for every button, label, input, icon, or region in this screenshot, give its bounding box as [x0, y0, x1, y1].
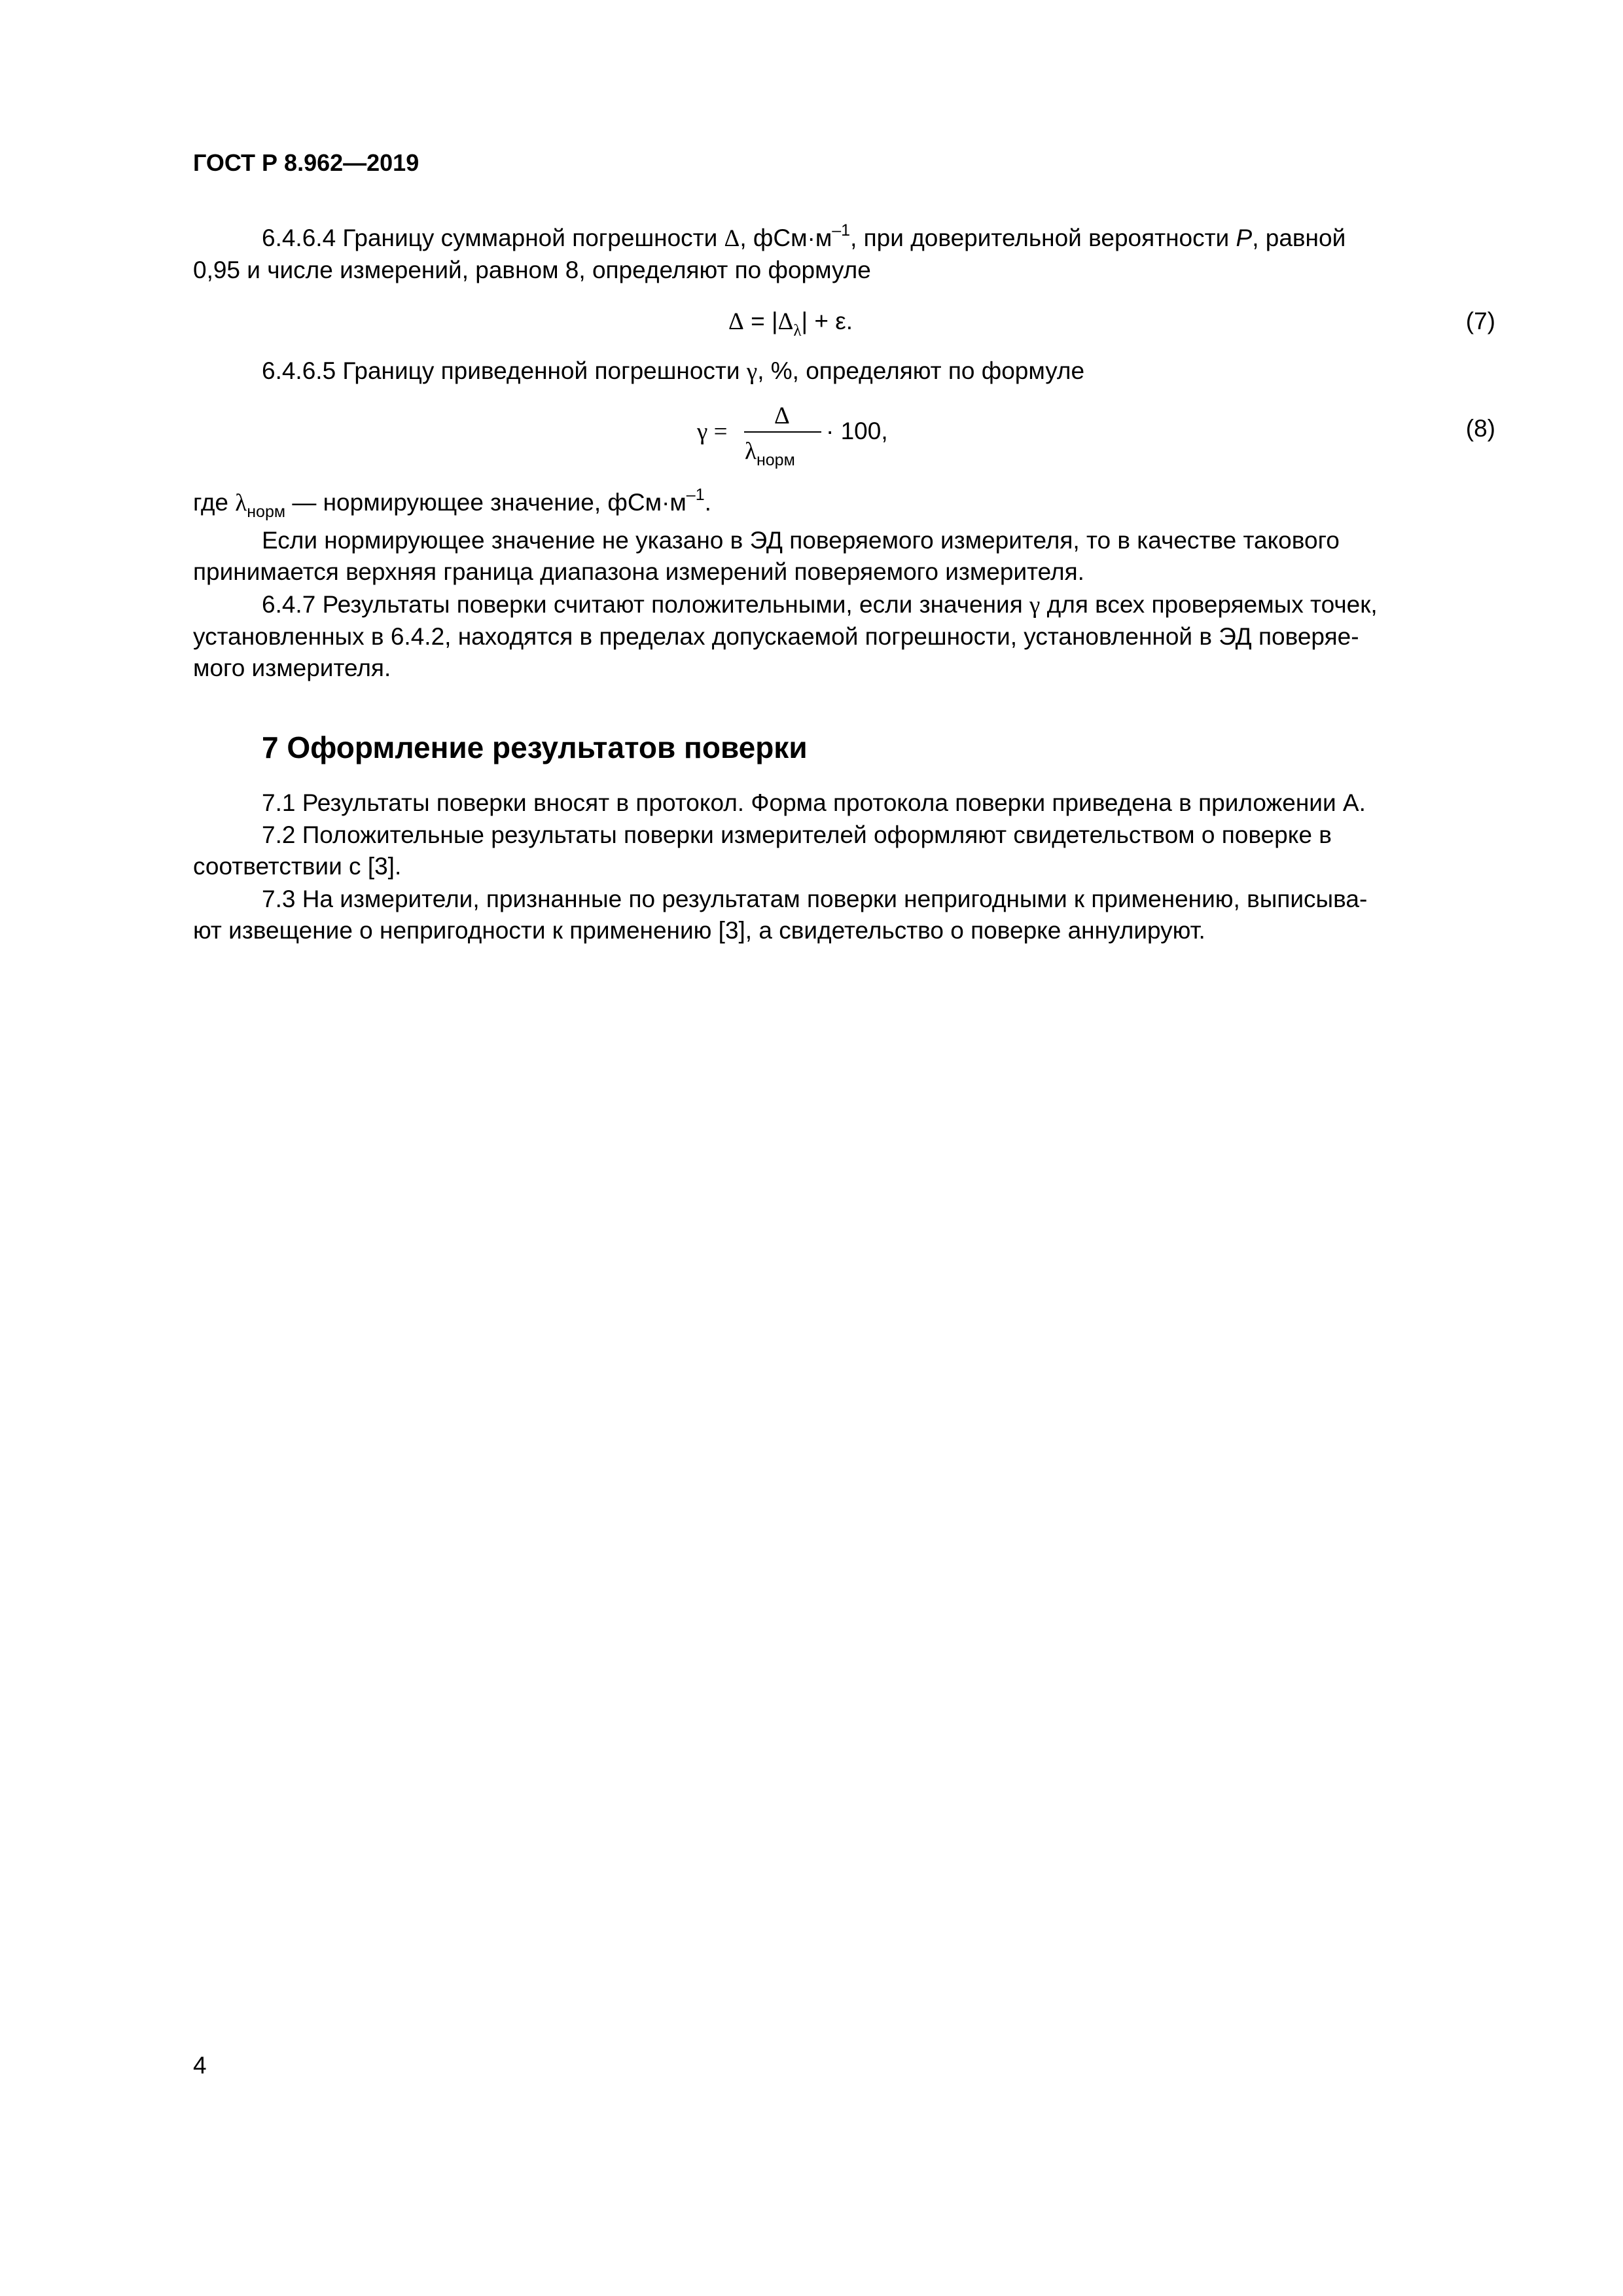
paragraph-6-4-6-5: 6.4.6.5 Границу приведенной погрешности γ, %, определяют по формуле: [262, 357, 1085, 385]
where-clause: где $\lambda_{норм}$ — нормирующее значение, $фСм\cdot м^{-1}$.: [193, 486, 711, 521]
paragraph-line: 6.4.7 Результаты поверки считают положительными, если значения γ для всех проверяемых точек,: [262, 591, 1378, 619]
equation-number-7: (7): [1465, 308, 1495, 334]
paragraph-line: установленных в 6.4.2, находятся в пределах допускаемой погрешности, установленной в ЭД поверяе-: [193, 623, 1359, 650]
paragraph-line: соответствии с [3].: [193, 853, 402, 880]
section-heading: 7 Оформление результатов поверки: [262, 730, 808, 764]
equation-number-8: (8): [1465, 415, 1495, 442]
paragraph-6-4-7: [193, 589, 1495, 684]
paragraph-7-3: [193, 884, 1495, 946]
paragraph-line: Если нормирующее значение не указано в ЭД поверяемого измерителя, то в качестве такового: [262, 527, 1340, 554]
document-header: ГОСТ Р 8.962—2019: [193, 149, 419, 176]
paragraph-6-4-6-4: [193, 223, 1495, 286]
paragraph-line: мого измерителя.: [193, 655, 391, 681]
fraction-denominator: $\lambda_{норм}$: [745, 438, 795, 469]
formula-multiplier: · 100,: [826, 418, 888, 444]
paragraph-line: 6.4.6.4 Границу суммарной погрешности Δ, $фСм\cdot м^{-1}$, при доверительной вероятности P, равной: [262, 221, 1346, 252]
paragraph-7-1: 7.1 Результаты поверки вносят в протокол. Форма протокола поверки приведена в приложении А.: [262, 789, 1366, 816]
paragraph-line: ют извещение о непригодности к применению [3], а свидетельство о поверке аннулируют.: [193, 917, 1205, 944]
paragraph-line: 0,95 и числе измерений, равном 8, определяют по формуле: [193, 257, 871, 283]
fraction-bar: [744, 431, 821, 433]
paragraph-if: [193, 525, 1495, 588]
paragraph-line: 7.3 На измерители, признанные по результатам поверки непригодными к применению, выписыва-: [262, 886, 1368, 912]
paragraph-line: принимается верхняя граница диапазона измерений поверяемого измерителя.: [193, 558, 1084, 585]
fraction-numerator: Δ: [774, 403, 790, 429]
paragraph-line: 7.2 Положительные результаты поверки измерителей оформляют свидетельством о поверке в: [262, 821, 1332, 848]
formula-lhs: γ =: [697, 418, 728, 445]
page-number: 4: [193, 2052, 207, 2079]
formula-7: $\Delta = |\Delta_\lambda| + \varepsilon$.: [728, 308, 853, 340]
paragraph-7-2: [193, 819, 1495, 882]
